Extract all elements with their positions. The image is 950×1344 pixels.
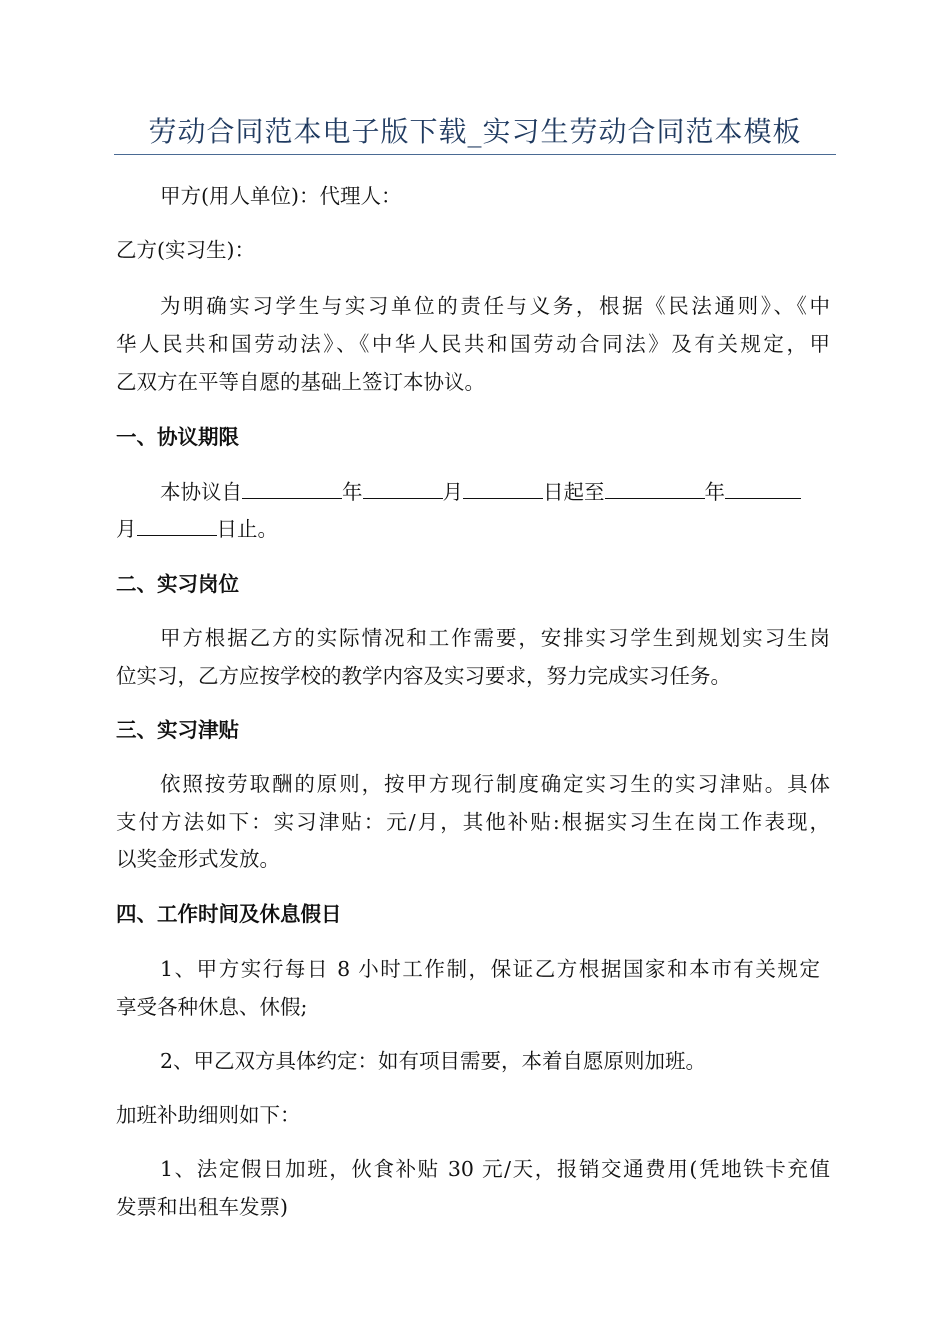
overtime-rule-1-line-1: 1、法定假日加班，伙食补贴 30 元/天，报销交通费用(凭地铁卡充值: [160, 1157, 830, 1181]
term-prefix: 本协议自: [160, 480, 242, 504]
term-year2-label: 年: [704, 480, 725, 504]
term-day-end-label: 日止。: [216, 517, 278, 541]
start-year-blank[interactable]: [242, 478, 342, 499]
end-day-blank[interactable]: [137, 515, 217, 536]
section-2-line-2: 位实习，乙方应按学校的教学内容及实习要求，努力完成实习任务。: [116, 664, 731, 688]
term-day-start-label: 日起至: [543, 480, 605, 504]
overtime-rule-1-line-2: 发票和出租车发票): [116, 1195, 288, 1219]
overtime-intro: 加班补助细则如下：: [116, 1103, 301, 1127]
term-month-label: 月: [442, 480, 463, 504]
term-line-2: [116, 515, 278, 543]
section-4-item-1-line-2: 享受各种休息、休假;: [116, 995, 308, 1019]
party-b-line: 乙方(实习生)：: [116, 238, 255, 262]
section-4-heading: 四、工作时间及休息假日: [116, 902, 342, 926]
title-underline: [114, 154, 836, 155]
term-year-label: 年: [342, 480, 363, 504]
start-day-blank[interactable]: [463, 478, 543, 499]
start-month-blank[interactable]: [363, 478, 443, 499]
party-a-line: 甲方(用人单位)：代理人：: [160, 184, 402, 208]
preamble-line-3: 乙双方在平等自愿的基础上签订本协议。: [116, 370, 485, 394]
document-title: 劳动合同范本电子版下载_实习生劳动合同范本模板: [148, 115, 802, 148]
section-3-heading: 三、实习津贴: [116, 718, 239, 742]
preamble-line-1: 为明确实习学生与实习单位的责任与义务，根据《民法通则》、《中: [160, 294, 830, 318]
section-2-line-1: 甲方根据乙方的实际情况和工作需要，安排实习学生到规划实习生岗: [160, 626, 830, 650]
section-3-line-2: 支付方法如下：实习津贴：元/月，其他补贴:根据实习生在岗工作表现，: [116, 810, 830, 834]
term-month2-label: 月: [116, 517, 137, 541]
section-3-line-3: 以奖金形式发放。: [116, 847, 280, 871]
section-1-heading: 一、协议期限: [116, 425, 239, 449]
end-year-blank[interactable]: [605, 478, 705, 499]
section-4-item-2: 2、甲乙双方具体约定：如有项目需要，本着自愿原则加班。: [160, 1049, 707, 1073]
term-line-1: [160, 478, 801, 506]
section-4-item-1-line-1: 1、甲方实行每日 8 小时工作制，保证乙方根据国家和本市有关规定: [160, 957, 820, 981]
end-month-blank[interactable]: [725, 478, 801, 499]
section-3-line-1: 依照按劳取酬的原则，按甲方现行制度确定实习生的实习津贴。具体: [160, 772, 830, 796]
section-2-heading: 二、实习岗位: [116, 572, 239, 596]
preamble-line-2: 华人民共和国劳动法》、《中华人民共和国劳动合同法》及有关规定，甲: [116, 332, 830, 356]
